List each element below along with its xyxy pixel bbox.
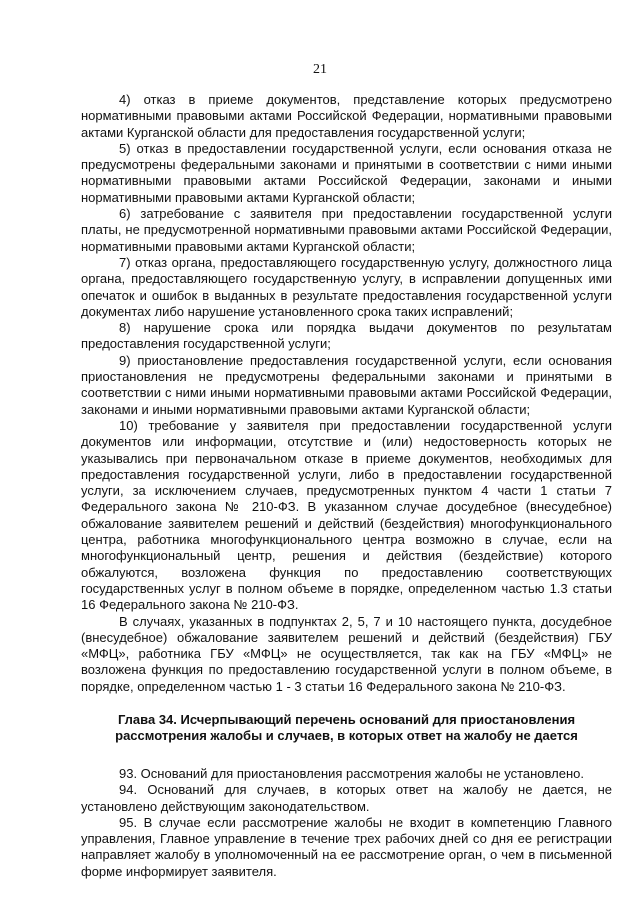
chapter-body <box>81 766 612 880</box>
chapter-heading-line: рассмотрения жалобы и случаев, в которых ответ на жалобу не дается <box>115 728 578 744</box>
paragraph-95: 95. В случае если рассмотрение жалобы не входит в компетенцию Главного управления, Главное управление в течение трех рабочих дней со дня ее регистрации направляет жалобу в уполномоченный на ее рассмотрение орган, о чем в письменной форме информирует заявителя. <box>81 814 612 879</box>
list-item: 8) нарушение срока или порядка выдачи документов по результатам предоставления государственной услуги; <box>81 320 612 352</box>
list-item: 6) затребование с заявителя при предоставлении государственной услуги платы, не предусмотренной нормативными правовыми актами Российской Федерации, нормативными правовыми актами Курганской области; <box>81 206 612 254</box>
list-item: 7) отказ органа, предоставляющего государственную услугу, должностного лица органа, предоставляющего государственную услугу, в исправлении допущенных ими опечаток и ошибок в выданных в результате предоставления государственной услуги документах либо нарушение установленного срока таких исправлений; <box>81 254 612 319</box>
chapter-heading <box>81 712 612 745</box>
list-item: 5) отказ в предоставлении государственной услуги, если основания отказа не предусмотрены федеральными законами и принятыми в соответствии с ними иными нормативными правовыми актами Российской Федерации, законами и иными нормативными правовыми актами Курганской области; <box>81 140 612 205</box>
chapter-heading-line: Глава 34. Исчерпывающий перечень оснований для приостановления <box>117 711 576 727</box>
paragraph-94: 94. Оснований для случаев, в которых ответ на жалобу не дается, не установлено действующим законодательством. <box>81 782 612 814</box>
list-item: 9) приостановление предоставления государственной услуги, если основания приостановления не предусмотрены федеральными законами и принятыми в соответствии с ними иными нормативными правовыми актами Российской Федерации, законами и иными нормативными правовыми актами Курганской области; <box>81 352 612 417</box>
list-item: 4) отказ в приеме документов, представление которых предусмотрено нормативными правовыми актами Российской Федерации, нормативными правовыми актами Курганской области для предоставления государственной услуги; <box>81 92 612 140</box>
page-number: 21 <box>313 62 327 77</box>
list-item: 10) требование у заявителя при предоставлении государственной услуги документов или информации, отсутствие и (или) недостоверность которых не указывались при первоначальном отказе в приеме документов, необходимых для предоставления государственной услуги, либо в предоставлении государственной услуги, за исключением случаев, предусмотренных пунктом 4 части 1 статьи 7 Федерального закона № 210-ФЗ. В указанном случае досудебное (внесудебное) обжалование заявителем решений и действий (бездействия) многофункционального центра, работника многофункционального центра возможно в случае, если на многофункциональный центр, решения и действия (бездействие) которого обжалуются, возложена функция по предоставлению соответствующих государственных услуг в полном объеме в порядке, определенном частью 1.3 статьи 16 Федерального закона № 210-ФЗ. <box>81 417 612 613</box>
complaint-grounds-list <box>81 92 612 695</box>
paragraph-93: 93. Оснований для приостановления рассмотрения жалобы не установлено. <box>119 765 584 781</box>
mfc-note-paragraph: В случаях, указанных в подпунктах 2, 5, 7 и 10 настоящего пункта, досудебное (внесудебное) обжалование заявителем решений и действий (бездействия) ГБУ «МФЦ», работника ГБУ «МФЦ» не осуществляется, так как на ГБУ «МФЦ» не возложена функция по предоставлению государственной услуги в полном объеме, в порядке, определенном частью 1 - 3 статьи 16 Федерального закона № 210-ФЗ. <box>81 613 612 694</box>
